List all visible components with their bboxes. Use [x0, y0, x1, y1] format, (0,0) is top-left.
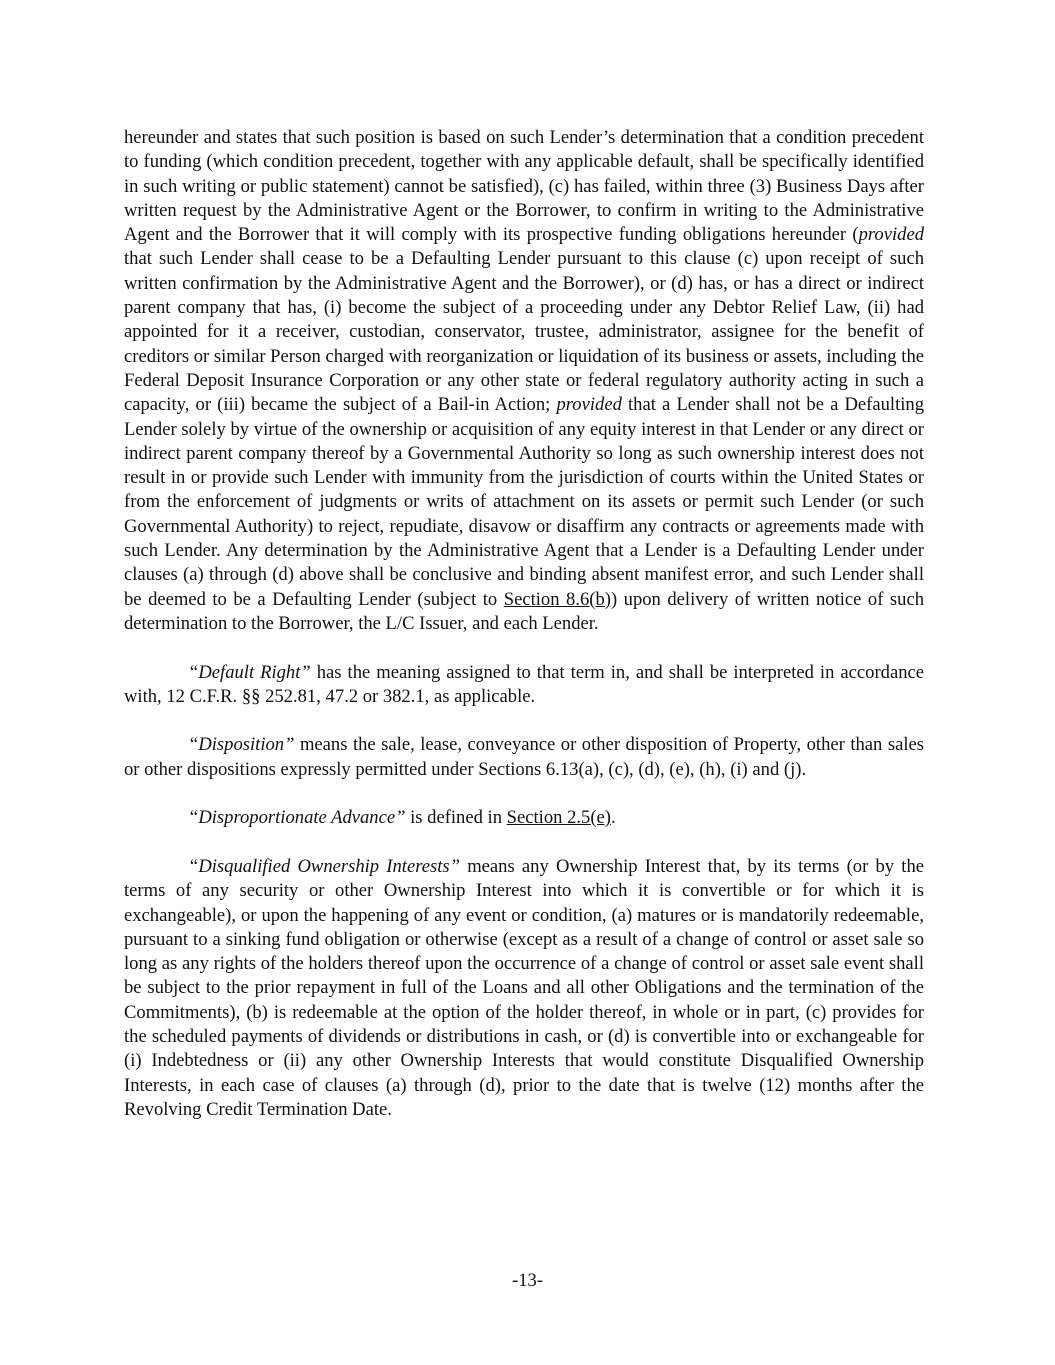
document-page	[124, 126, 924, 1146]
defined-term: “Disproportionate Advance”	[188, 807, 406, 829]
definition-disproportionate-advance	[124, 806, 924, 830]
definition-body: means the sale, lease, conveyance or other disposition of Property, other than sales or other dispositions expressly permitted under Sections 6.13(a), (c), (d), (e), (h), (i) and (j).	[124, 734, 924, 780]
provided-keyword: provided	[858, 224, 924, 246]
section-reference: Section 8.6(b)	[503, 588, 611, 610]
definition-body: is defined in	[405, 807, 507, 829]
definition-tail: .	[610, 807, 616, 829]
continuation-text-2: that such Lender shall cease to be a Defaulting Lender pursuant to this clause (c) upon receipt of such written confirmation by the Administrative Agent and the Borrower), or (d) has, or has a direct or indirect parent company that has, (i) become the subject of a proceeding under any Debtor Relief Law, (ii) had appointed for it a receiver, custodian, conservator, trustee, administrator, assignee for the benefit of creditors or similar Person charged with reorganization or liquidation of its business or assets, including the Federal Deposit Insurance Corporation or any other state or federal regulatory authority acting in such a capacity, or (iii) became the subject of a Bail-in Action;	[124, 248, 924, 416]
definition-disqualified-ownership-interests	[124, 855, 924, 1122]
defaulting-lender-continuation	[124, 126, 924, 636]
defined-term: “Default Right”	[188, 661, 311, 683]
provided-keyword: provided	[556, 394, 622, 416]
definition-disposition	[124, 733, 924, 782]
defined-term: “Disposition”	[188, 734, 295, 756]
continuation-text-3: that a Lender shall not be a Defaulting Lender solely by virtue of the ownership or acquisition of any equity interest in that Lender or any direct or indirect parent company thereof by a Governmental Authority so long as such ownership interest does not result in or provide such Lender with immunity from the jurisdiction of courts within the United States or from the enforcement of judgments or writs of attachment on its assets or permit such Lender (or such Governmental Authority) to reject, repudiate, disavow or disaffirm any contracts or agreements made with such Lender. Any determination by the Administrative Agent that a Lender is a Defaulting Lender under clauses (a) through (d) above shall be conclusive and binding absent manifest error, and such Lender shall be deemed to be a Defaulting Lender (subject to	[124, 394, 924, 610]
continuation-text-1: hereunder and states that such position is based on such Lender’s determination that a condition precedent to funding (which condition precedent, together with any applicable default, shall be specifically identified in such writing or public statement) cannot be satisfied), (c) has failed, within three (3) Business Days after written request by the Administrative Agent or the Borrower, to confirm in writing to the Administrative Agent and the Borrower that it will comply with its prospective funding obligations hereunder (	[124, 127, 924, 246]
page-number: -13-	[512, 1270, 543, 1291]
definition-body: means any Ownership Interest that, by its terms (or by the terms of any security or other Ownership Interest into which it is convertible or for which it is exchangeable), or upon the happening of any event or condition, (a) matures or is mandatorily redeemable, pursuant to a sinking fund obligation or otherwise (except as a result of a change of control or asset sale so long as any rights of the holders thereof upon the occurrence of a change of control or asset sale event shall be subject to the prior repayment in full of the Loans and all other Obligations and the termination of the Commitments), (b) is redeemable at the option of the holder thereof, in whole or in part, (c) provides for the scheduled payments of dividends or distributions in cash, or (d) is convertible into or exchangeable for (i) Indebtedness or (ii) any other Ownership Interests that would constitute Disqualified Ownership Interests, in each case of clauses (a) through (d), prior to the date that is twelve (12) months after the Revolving Credit Termination Date.	[124, 855, 924, 1120]
definition-default-right	[124, 661, 924, 710]
section-reference: Section 2.5(e)	[506, 807, 611, 829]
continuation-text-4: ) upon delivery of written notice of such determination to the Borrower, the L/C Issuer, and each Lender.	[124, 588, 925, 634]
defined-term: “Disqualified Ownership Interests”	[188, 855, 460, 877]
definition-body: has the meaning assigned to that term in, and shall be interpreted in accordance with, 12 C.F.R. §§ 252.81, 47.2 or 382.1, as applicable.	[124, 661, 924, 707]
